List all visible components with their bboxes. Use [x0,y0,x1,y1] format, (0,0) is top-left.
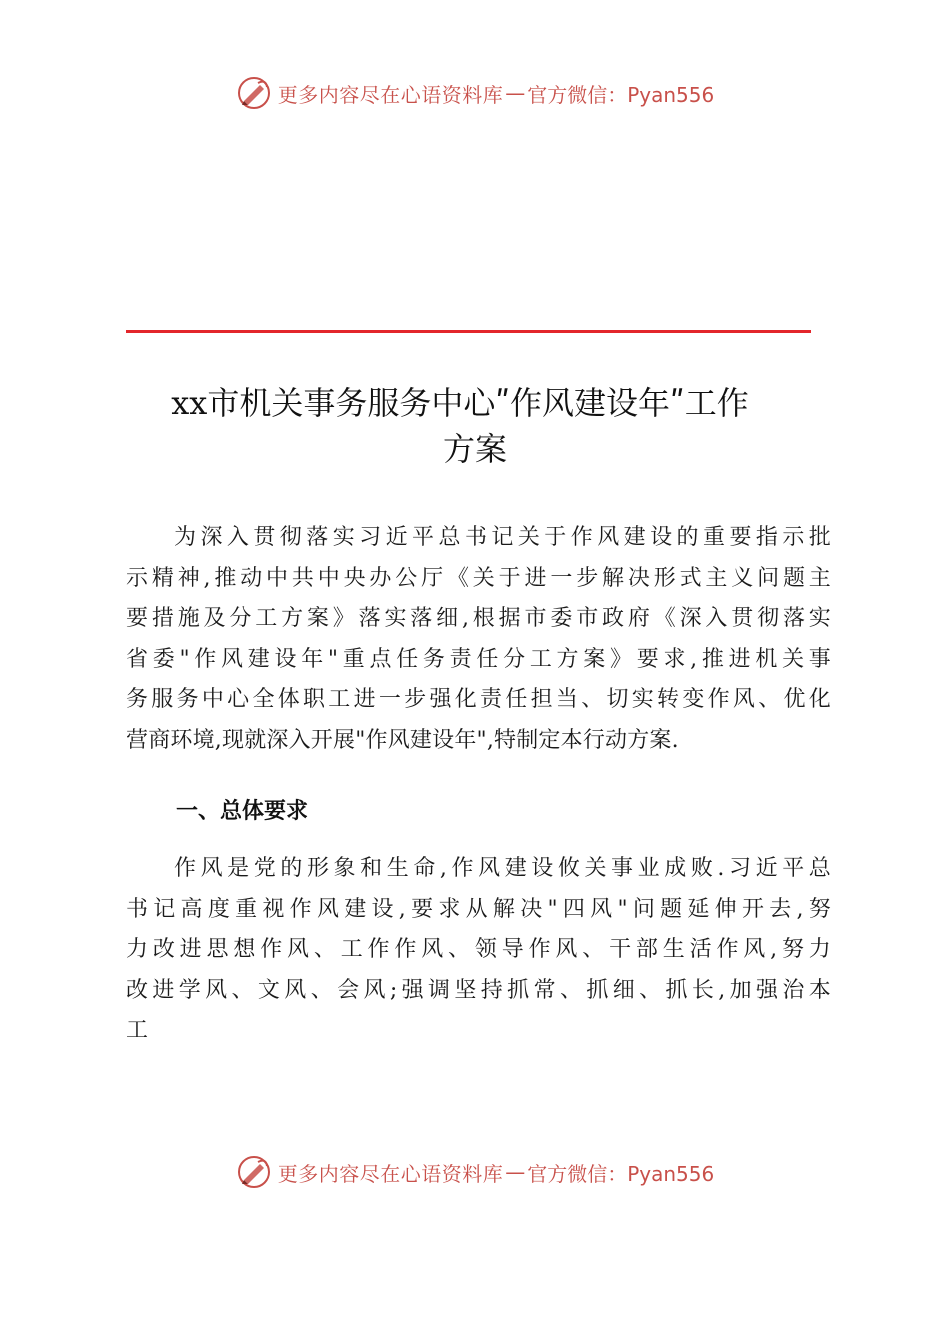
paragraph-line: 书记高度重视作风建设,要求从解决"四风"问题延伸开去,努 [126,896,831,922]
intro-paragraph [126,518,831,761]
header-watermark-banner [0,71,950,115]
paragraph-line: 要措施及分工方案》落实落细,根据市委市政府《深入贯彻落实 [126,606,831,631]
section-heading: 一、总体要求 [176,799,309,824]
document-title-line-1: xx市机关事务服务中心ʺ作风建设年ʺ工作 [171,384,749,422]
paragraph-line: 工 [126,1018,149,1043]
banner-text: 更多内容尽在心语资料库 [277,1161,504,1186]
paragraph-line: 为深入贯彻落实习近平总书记关于作风建设的重要指示批 [174,525,831,550]
banner-text: 更多内容尽在心语资料库 [277,82,504,107]
banner-wechat: 官方微信：Pyan556 [527,82,715,107]
paragraph-line: 改进学风、文风、会风;强调坚持抓常、抓细、抓长,加强治本 [126,977,831,1003]
body-paragraph [126,849,831,1052]
banner-dash: — [505,81,526,105]
paragraph-line: 作风是党的形象和生命,作风建设攸关事业成败.习近平总 [174,856,831,881]
paragraph-line: 示精神,推动中共中央办公厅《关于进一步解决形式主义问题主 [126,565,831,591]
footer-watermark-banner [0,1150,950,1194]
paragraph-line: 营商环境,现就深入开展"作风建设年",特制定本行动方案. [126,727,679,753]
banner-wechat: 官方微信：Pyan556 [527,1161,715,1186]
red-divider-line [126,330,811,333]
paragraph-line: 力改进思想作风、工作作风、领导作风、干部生活作风,努力 [126,937,831,962]
banner-dash: — [505,1160,526,1184]
document-title-line-2: 方案 [442,430,507,468]
pen-logo-icon [236,1154,272,1190]
paragraph-line: 务服务中心全体职工进一步强化责任担当、切实转变作风、优化 [126,687,831,712]
pen-logo-icon [236,75,272,111]
paragraph-line: 省委"作风建设年"重点任务责任分工方案》要求,推进机关事 [126,646,831,672]
